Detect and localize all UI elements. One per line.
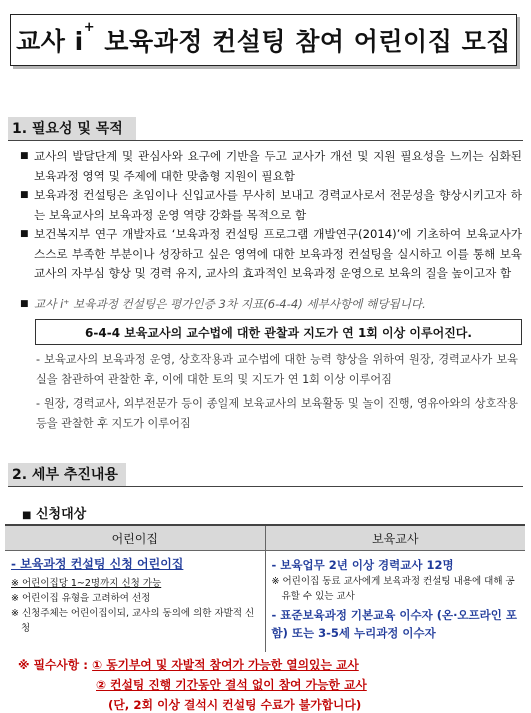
square-bullet-icon: ■ bbox=[20, 190, 29, 200]
teacher-note: ※ 어린이집 동료 교사에게 보육과정 컨설팅 내용에 대해 공유할 수 있는 교사 bbox=[271, 576, 515, 602]
center-criteria-cell bbox=[5, 551, 265, 653]
square-bullet-icon: ■ bbox=[20, 299, 29, 309]
square-bullet-icon: ■ bbox=[22, 510, 32, 521]
title-box bbox=[10, 14, 517, 66]
square-bullet-icon: ■ bbox=[20, 151, 29, 161]
dash-item: - 보육교사의 보육과정 운영, 상호작용과 교수법에 대한 능력 향상을 위하여 원장, 경력교사가 보육실을 참관하여 관찰한 후, 이에 대한 토의 및 지도가 연 1회 이상 이루어짐 bbox=[36, 353, 518, 386]
table-header-center: 어린이집 bbox=[5, 525, 265, 551]
teacher-second-criterion: - 표준보육과정 기본교육 이수자 (온·오프라인 포함) 또는 3-5세 누리과정 이수자 bbox=[271, 608, 517, 640]
section2-heading: 2. 세부 추진내용 bbox=[8, 463, 126, 487]
center-note: ※ 어린이집당 1~2명까지 신청 가능 bbox=[11, 578, 162, 589]
standard-box: 6-4-4 보육교사의 교수법에 대한 관찰과 지도가 연 1회 이상 이루어진다. bbox=[35, 319, 522, 345]
requirement-warning: (단, 2회 이상 결석시 컨설팅 수료가 불가합니다) bbox=[108, 698, 362, 712]
center-note: ※ 어린이집 유형을 고려하여 선정 bbox=[11, 593, 151, 604]
center-note: ※ 신청주체는 어린이집이되, 교사의 동의에 의한 자발적 신청 bbox=[11, 608, 255, 634]
subheading: ■ 신청대상 bbox=[22, 507, 87, 522]
bullet-item: ■ 보건복지부 연구 개발자료 ‘보육과정 컨설팅 프로그램 개발연구(2014)’에 기초하여 보육교사가 스스로 부족한 부분이나 성장하고 싶은 영역에 대한 보육과정 컨설팅을 실시하고 이를 통해 보육교사의 자부심 향상 및 경력 유지, 교사의 효과적인 보육과정 운영으로 보육의 질을 높이고자 함 bbox=[20, 227, 522, 280]
center-main-criterion: - 보육과정 컨설팅 신청 어린이집 bbox=[11, 557, 184, 571]
eligibility-table bbox=[5, 524, 525, 652]
teacher-criteria-cell bbox=[265, 551, 525, 653]
dash-item: - 원장, 경력교사, 외부전문가 등이 종일제 보육교사의 보육활동 및 놀이 진행, 영유아와의 상호작용 등을 관찰한 후 지도가 이루어짐 bbox=[36, 397, 518, 430]
section1-rule bbox=[8, 140, 523, 141]
table-header-teacher: 보육교사 bbox=[265, 525, 525, 551]
bullet-item: ■ 교사의 발달단계 및 관심사와 요구에 기반을 두고 교사가 개선 및 지원 필요성을 느끼는 심화된 보육과정 영역 및 주제에 대한 맞춤형 지원이 필요함 bbox=[20, 149, 522, 183]
requirement-line-2: ② 컨설팅 진행 기간동안 결석 없이 참여 가능한 교사 bbox=[96, 678, 367, 692]
square-bullet-icon: ■ bbox=[20, 229, 29, 239]
section2-rule bbox=[8, 486, 523, 487]
section1-heading: 1. 필요성 및 목적 bbox=[8, 117, 136, 141]
bullet-item: ■ 보육과정 컨설팅은 초임이나 신입교사를 무사히 보내고 경력교사로서 전문성을 향상시키고자 하는 보육교사의 보육과정 운영 역량 강화를 목적으로 함 bbox=[20, 188, 522, 222]
page-title: 교사 i+ 보육과정 컨설팅 참여 어린이집 모집 bbox=[16, 20, 511, 56]
requirement-line-1: ※ 필수사항 : ① 동기부여 및 자발적 참여가 가능한 열의있는 교사 bbox=[18, 658, 359, 672]
teacher-main-criterion: - 보육업무 2년 이상 경력교사 12명 bbox=[271, 558, 454, 572]
bullet-item-note: ■ 교사 i⁺ 보육과정 컨설팅은 평가인증 3차 지표(6-4-4) 세부사항에 해당됩니다. bbox=[20, 295, 522, 315]
